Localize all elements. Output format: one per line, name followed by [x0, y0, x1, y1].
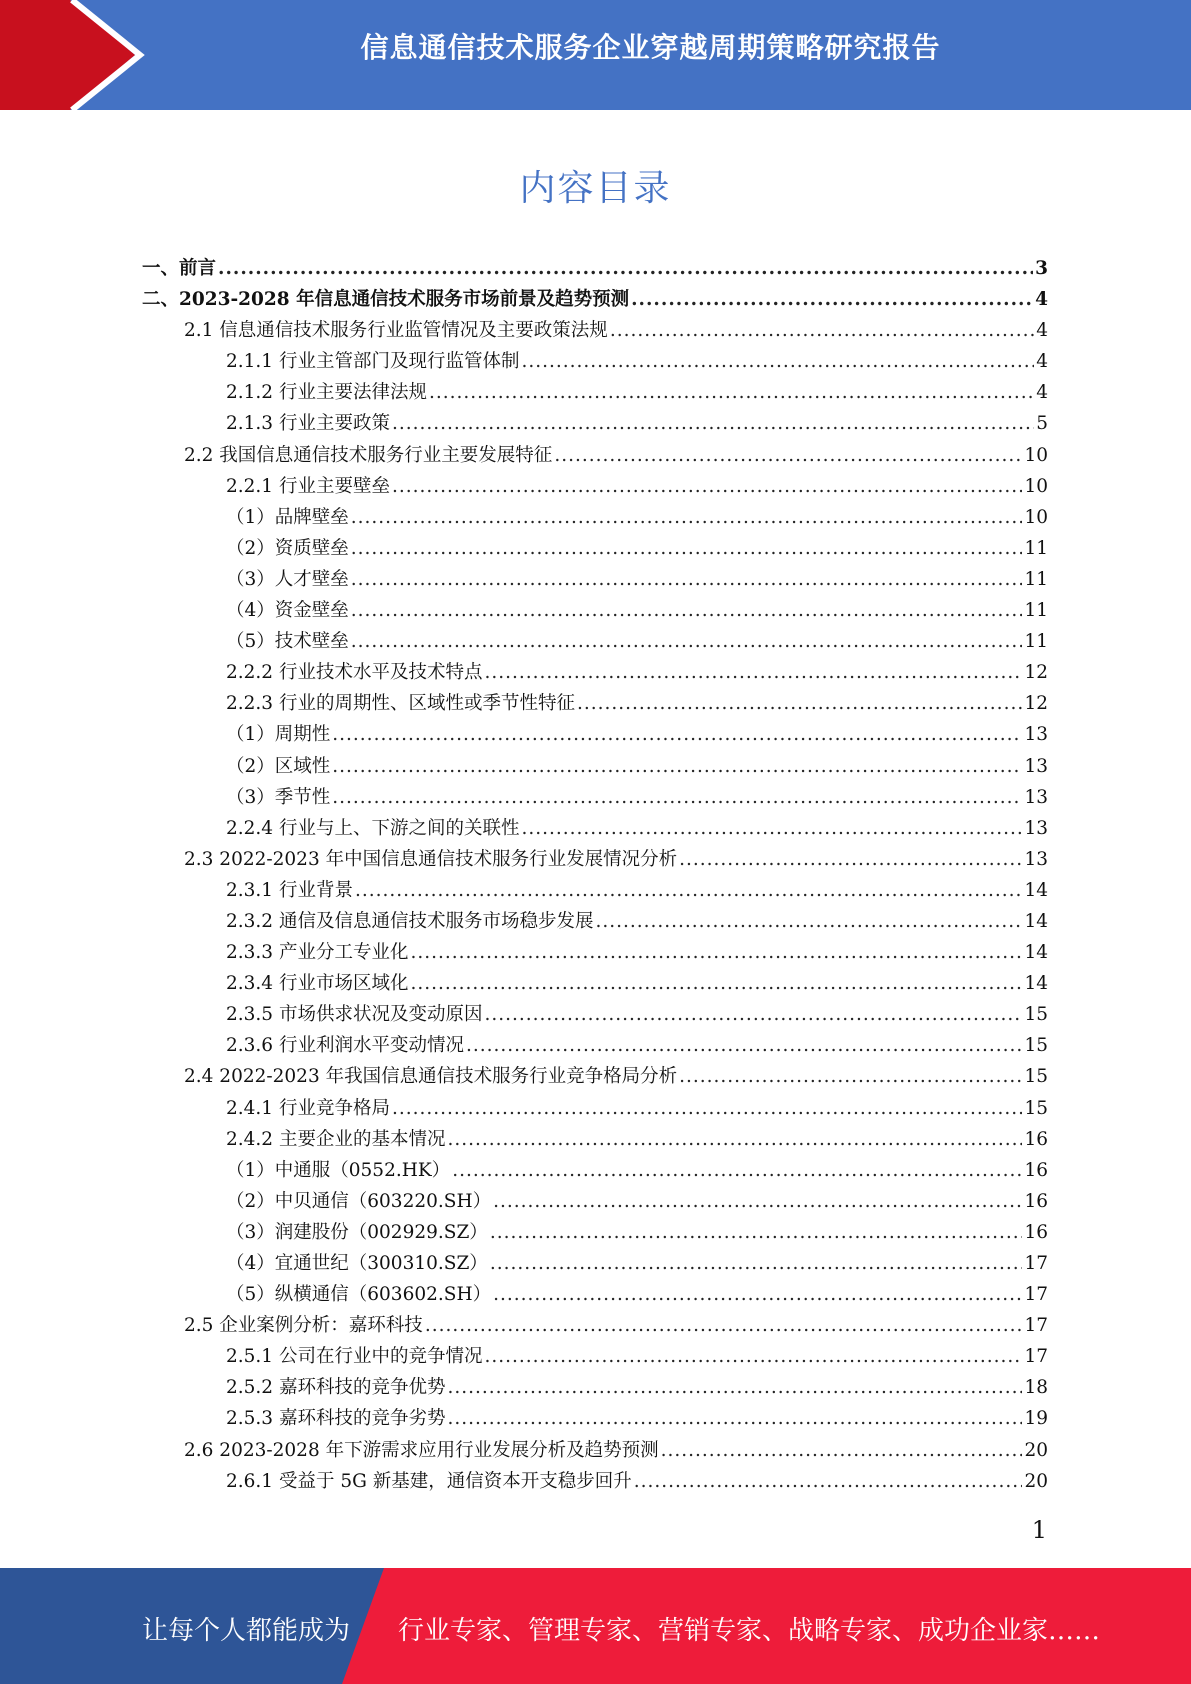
toc-entry-label: 2.1.3 行业主要政策 [226, 413, 390, 435]
toc-entry[interactable] [142, 626, 1048, 657]
toc-entry-page: 15 [1024, 1097, 1048, 1119]
toc-entry-page: 16 [1024, 1190, 1048, 1212]
toc-entry-label: 2.2.2 行业技术水平及技术特点 [226, 662, 483, 684]
toc-entry[interactable] [142, 751, 1048, 782]
toc-entry-page: 14 [1024, 910, 1048, 932]
toc-entry-page: 11 [1024, 600, 1048, 622]
toc-entry-label: （1）品牌壁垒 [226, 506, 349, 528]
chevron-arrow-icon [0, 0, 160, 110]
toc-entry-label: （1）周期性 [226, 724, 331, 746]
toc-entry[interactable] [142, 968, 1048, 999]
dot-leader [577, 688, 1022, 719]
toc-entry-label: （1）中通服（0552.HK） [226, 1159, 451, 1181]
footer-slogan: 让每个人都能成为 [142, 1616, 351, 1646]
toc-entry-label: 2.6 2023-2028 年下游需求应用行业发展分析及趋势预测 [184, 1439, 659, 1461]
toc-entry-page: 16 [1024, 1159, 1048, 1181]
report-title: 信息通信技术服务企业穿越周期策略研究报告 [360, 31, 941, 64]
toc-entry[interactable] [142, 937, 1048, 968]
toc-entry-label: 2.5.3 嘉环科技的竞争劣势 [226, 1408, 446, 1430]
toc-entry[interactable] [142, 564, 1048, 595]
toc-entry[interactable] [142, 1372, 1048, 1403]
toc-entry-label: （3）人才壁垒 [226, 568, 349, 590]
toc-entry-page: 4 [1036, 382, 1048, 404]
toc-entry-label: （3）季节性 [226, 786, 331, 808]
toc-entry-page: 13 [1024, 817, 1048, 839]
toc-entry-page: 10 [1024, 506, 1048, 528]
dot-leader [679, 1061, 1022, 1092]
toc-entry-page: 16 [1024, 1128, 1048, 1150]
toc-entry-page: 17 [1024, 1315, 1048, 1337]
dot-leader [351, 502, 1023, 533]
dot-leader [351, 533, 1023, 564]
toc-entry-label: 二、2023-2028 年信息通信技术服务市场前景及趋势预测 [142, 289, 630, 311]
dot-leader [679, 844, 1022, 875]
toc-entry[interactable] [142, 284, 1048, 315]
toc-entry-label: （2）中贝通信（603220.SH） [226, 1190, 492, 1212]
toc-entry-page: 10 [1024, 475, 1048, 497]
toc-entry-page: 13 [1024, 724, 1048, 746]
toc-entry-page: 14 [1024, 942, 1048, 964]
toc-entry[interactable] [142, 595, 1048, 626]
toc-entry[interactable] [142, 471, 1048, 502]
toc-entry[interactable] [142, 1341, 1048, 1372]
toc-entry[interactable] [142, 533, 1048, 564]
toc-entry[interactable] [142, 782, 1048, 813]
toc-entry-label: 2.3.6 行业利润水平变动情况 [226, 1035, 464, 1057]
dot-leader [392, 408, 1034, 439]
toc-entry[interactable] [142, 1217, 1048, 1248]
toc-entry[interactable] [142, 844, 1048, 875]
table-of-contents [142, 253, 1048, 1497]
dot-leader [484, 999, 1022, 1030]
toc-entry-label: 2.4.1 行业竞争格局 [226, 1097, 390, 1119]
toc-entry[interactable] [142, 1466, 1048, 1497]
toc-entry-label: 2.3.5 市场供求状况及变动原因 [226, 1004, 483, 1026]
toc-entry-label: 2.6.1 受益于 5G 新基建，通信资本开支稳步回升 [226, 1470, 632, 1492]
dot-leader [493, 1279, 1022, 1310]
toc-entry-label: （5）纵横通信（603602.SH） [226, 1284, 492, 1306]
toc-entry[interactable] [142, 377, 1048, 408]
dot-leader [452, 1155, 1022, 1186]
dot-leader [355, 875, 1023, 906]
toc-entry-label: 2.3.3 产业分工专业化 [226, 942, 409, 964]
toc-entry-page: 11 [1024, 568, 1048, 590]
toc-entry[interactable] [142, 1093, 1048, 1124]
toc-entry[interactable] [142, 253, 1048, 284]
dot-leader [595, 906, 1022, 937]
dot-leader [425, 1310, 1023, 1341]
toc-entry-label: 2.1.1 行业主管部门及现行监管体制 [226, 351, 520, 373]
toc-entry-label: （2）资质壁垒 [226, 537, 349, 559]
toc-entry[interactable] [142, 875, 1048, 906]
dot-leader [521, 346, 1034, 377]
toc-entry-label: 2.3.4 行业市场区域化 [226, 973, 409, 995]
toc-entry-page: 5 [1036, 413, 1048, 435]
toc-entry-label: 2.2.3 行业的周期性、区域性或季节性特征 [226, 693, 575, 715]
dot-leader [634, 1466, 1023, 1497]
toc-entry[interactable] [142, 1186, 1048, 1217]
footer-roles: 行业专家、管理专家、营销专家、战略专家、成功企业家…… [398, 1616, 1101, 1646]
toc-entry-page: 12 [1024, 662, 1048, 684]
dot-leader [351, 595, 1023, 626]
dot-leader [351, 564, 1023, 595]
toc-entry-page: 12 [1024, 693, 1048, 715]
toc-entry[interactable] [142, 346, 1048, 377]
toc-entry-page: 3 [1035, 258, 1048, 279]
toc-entry-page: 20 [1024, 1439, 1048, 1461]
dot-leader [610, 315, 1034, 346]
dot-leader [521, 813, 1022, 844]
toc-entry-label: 2.4.2 主要企业的基本情况 [226, 1128, 446, 1150]
toc-entry-label: 2.3.2 通信及信息通信技术服务市场稳步发展 [226, 910, 594, 932]
toc-entry-label: 2.2.4 行业与上、下游之间的关联性 [226, 817, 520, 839]
toc-entry-page: 13 [1024, 848, 1048, 870]
dot-leader [631, 284, 1033, 315]
toc-entry-page: 19 [1024, 1408, 1048, 1430]
dot-leader [392, 471, 1022, 502]
toc-entry[interactable] [142, 1061, 1048, 1092]
toc-entry[interactable] [142, 657, 1048, 688]
toc-entry-label: （4）宜通世纪（300310.SZ） [226, 1253, 488, 1274]
toc-entry-page: 11 [1024, 631, 1048, 653]
toc-entry[interactable] [142, 1030, 1048, 1061]
dot-leader [332, 751, 1022, 782]
toc-entry[interactable] [142, 1279, 1048, 1310]
toc-entry-label: 2.1 信息通信技术服务行业监管情况及主要政策法规 [184, 320, 608, 342]
dot-leader [490, 1217, 1023, 1248]
toc-entry-page: 13 [1024, 755, 1048, 777]
toc-entry-page: 17 [1024, 1346, 1048, 1368]
toc-entry-page: 17 [1024, 1284, 1048, 1306]
dot-leader [332, 782, 1022, 813]
page-number: 1 [1031, 1516, 1047, 1544]
toc-entry[interactable] [142, 719, 1048, 750]
toc-entry-label: 2.5.2 嘉环科技的竞争优势 [226, 1377, 446, 1399]
toc-entry-label: 2.2 我国信息通信技术服务行业主要发展特征 [184, 444, 553, 466]
toc-entry-label: 2.1.2 行业主要法律法规 [226, 382, 427, 404]
toc-entry-page: 11 [1024, 537, 1048, 559]
toc-entry[interactable] [142, 1403, 1048, 1434]
dot-leader [554, 440, 1022, 471]
toc-entry[interactable] [142, 999, 1048, 1030]
header-band [0, 0, 1191, 110]
toc-entry[interactable] [142, 1155, 1048, 1186]
toc-entry-label: 2.3 2022-2023 年中国信息通信技术服务行业发展情况分析 [184, 848, 678, 870]
toc-entry[interactable] [142, 1248, 1048, 1279]
toc-entry-page: 14 [1024, 879, 1048, 901]
toc-entry-label: 2.4 2022-2023 年我国信息通信技术服务行业竞争格局分析 [184, 1066, 678, 1088]
toc-entry-label: 一、前言 [142, 258, 217, 279]
toc-entry-page: 15 [1024, 1004, 1048, 1026]
toc-entry-label: （2）区域性 [226, 755, 331, 777]
dot-leader [484, 1341, 1022, 1372]
toc-entry-page: 16 [1024, 1221, 1048, 1243]
toc-entry-label: （5）技术壁垒 [226, 631, 349, 653]
dot-leader [661, 1435, 1023, 1466]
dot-leader [447, 1372, 1022, 1403]
toc-entry[interactable] [142, 1310, 1048, 1341]
toc-entry-label: 2.5 企业案例分析：嘉环科技 [184, 1315, 423, 1337]
toc-heading: 内容目录 [519, 168, 672, 209]
dot-leader [484, 657, 1022, 688]
toc-entry[interactable] [142, 1124, 1048, 1155]
toc-entry-label: 2.5.1 公司在行业中的竞争情况 [226, 1346, 483, 1368]
dot-leader [429, 377, 1034, 408]
dot-leader [410, 968, 1022, 999]
toc-entry-page: 15 [1024, 1035, 1048, 1057]
dot-leader [332, 719, 1022, 750]
toc-entry-page: 17 [1024, 1253, 1048, 1274]
toc-entry-label: 2.3.1 行业背景 [226, 879, 353, 901]
toc-entry-page: 20 [1024, 1470, 1048, 1492]
dot-leader [447, 1403, 1022, 1434]
toc-entry-page: 4 [1036, 320, 1048, 342]
toc-entry[interactable] [142, 502, 1048, 533]
dot-leader [351, 626, 1023, 657]
toc-entry[interactable] [142, 688, 1048, 719]
dot-leader [490, 1248, 1023, 1279]
toc-entry-label: （4）资金壁垒 [226, 600, 349, 622]
dot-leader [466, 1030, 1022, 1061]
dot-leader [447, 1124, 1022, 1155]
dot-leader [218, 253, 1033, 284]
toc-entry[interactable] [142, 315, 1048, 346]
toc-entry[interactable] [142, 906, 1048, 937]
toc-entry[interactable] [142, 408, 1048, 439]
toc-entry[interactable] [142, 1435, 1048, 1466]
toc-entry-label: （3）润建股份（002929.SZ） [226, 1221, 488, 1243]
toc-entry[interactable] [142, 813, 1048, 844]
dot-leader [392, 1093, 1022, 1124]
toc-entry-page: 13 [1024, 786, 1048, 808]
toc-entry[interactable] [142, 440, 1048, 471]
toc-entry-page: 4 [1036, 351, 1048, 373]
dot-leader [410, 937, 1022, 968]
toc-entry-page: 4 [1035, 289, 1048, 311]
toc-entry-page: 10 [1024, 444, 1048, 466]
toc-entry-label: 2.2.1 行业主要壁垒 [226, 475, 390, 497]
dot-leader [493, 1186, 1022, 1217]
toc-entry-page: 14 [1024, 973, 1048, 995]
toc-entry-page: 15 [1024, 1066, 1048, 1088]
toc-entry-page: 18 [1024, 1377, 1048, 1399]
